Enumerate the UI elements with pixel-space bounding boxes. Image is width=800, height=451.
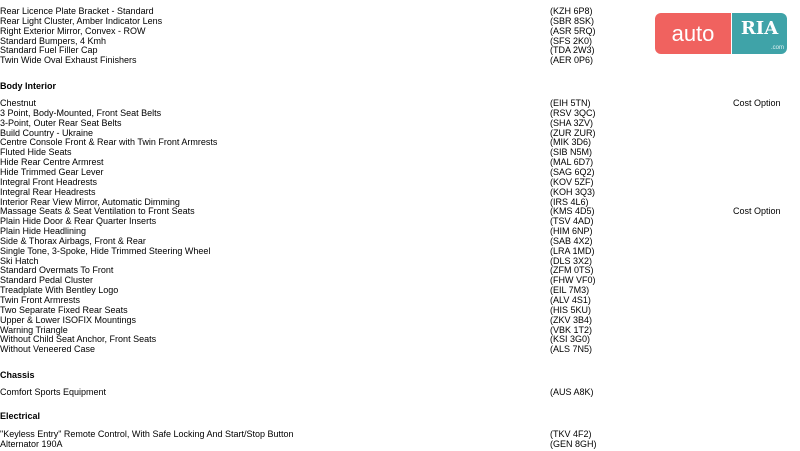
option-code: (SIB N5M) — [550, 147, 593, 158]
option-row — [0, 45, 800, 55]
option-row — [0, 236, 800, 246]
option-cost-note: Cost Option — [733, 98, 781, 108]
option-code: (KOH 3Q3) — [550, 186, 596, 197]
option-row — [0, 387, 800, 397]
option-name: Upper & Lower ISOFIX Mountings — [0, 314, 137, 325]
option-row — [0, 118, 800, 128]
option-row — [0, 295, 800, 305]
logo-ria-text: RIA — [740, 18, 779, 39]
option-row — [0, 167, 800, 177]
option-name: Hide Rear Centre Armrest — [0, 157, 104, 168]
option-name: Without Veneered Case — [0, 344, 96, 355]
option-code: (TSV 4AD) — [550, 216, 594, 227]
option-name: Standard Pedal Cluster — [0, 275, 94, 286]
logo-ria-domain: .com — [770, 45, 784, 51]
option-name: Alternator 190A — [0, 438, 63, 449]
option-cost-note: Cost Option — [733, 206, 781, 217]
option-row — [0, 216, 800, 226]
option-row — [0, 98, 800, 108]
option-row — [0, 16, 800, 26]
option-row — [0, 334, 800, 344]
option-name: Without Child Seat Anchor, Front Seats — [0, 334, 157, 345]
option-code: (DLS 3X2) — [550, 255, 593, 266]
option-name: Standard Bumpers, 4 Kmh — [0, 35, 107, 46]
option-code: (IRS 4L6) — [550, 196, 589, 207]
option-name: 3 Point, Body-Mounted, Front Seat Belts — [0, 107, 162, 118]
option-code: (LRA 1MD) — [550, 245, 595, 256]
option-name: Plain Hide Headlining — [0, 226, 87, 236]
option-code: (KZH 6P8) — [550, 6, 593, 16]
option-row — [0, 285, 800, 295]
option-row — [0, 147, 800, 157]
option-name: Fluted Hide Seats — [0, 147, 72, 158]
option-code: (MAL 6D7) — [550, 157, 594, 168]
option-code: (KMS 4D5) — [550, 206, 595, 217]
option-code: (MIK 3D6) — [550, 137, 592, 148]
option-name: Build Country - Ukraine — [0, 127, 94, 138]
option-code: (SAB 4X2) — [550, 235, 593, 246]
option-code: (HIM 6NP) — [550, 226, 593, 236]
option-code: (SAG 6Q2) — [550, 166, 595, 177]
option-code: (HIS 5KU) — [550, 304, 592, 315]
option-code: (EIL 7M3) — [550, 285, 590, 296]
option-name: Massage Seats & Seat Ventilation to Front Seats — [0, 206, 195, 217]
option-code: (AUS A8K) — [550, 387, 594, 397]
option-row — [0, 275, 800, 285]
option-name: Standard Fuel Filler Cap — [0, 45, 98, 56]
option-row — [0, 36, 800, 46]
option-name: Interior Rear View Mirror, Automatic Dimming — [0, 196, 180, 207]
option-row — [0, 315, 800, 325]
option-code: (ALV 4S1) — [550, 295, 591, 305]
option-code: (SBR 8SK) — [550, 15, 595, 26]
option-name: Centre Console Front & Rear with Twin Front Armrests — [0, 137, 218, 148]
option-name: Single Tone, 3-Spoke, Hide Trimmed Steering Wheel — [0, 245, 211, 256]
option-name: Twin Wide Oval Exhaust Finishers — [0, 55, 137, 66]
option-code: (ASR 5RQ) — [550, 25, 596, 36]
option-code: (GEN 8GH) — [550, 438, 597, 449]
option-row — [0, 177, 800, 187]
option-row — [0, 197, 800, 207]
option-code: (TDA 2W3) — [550, 45, 595, 56]
option-row — [0, 206, 800, 216]
option-name: Standard Overmats To Front — [0, 265, 114, 276]
option-row — [0, 128, 800, 138]
option-name: Integral Rear Headrests — [0, 186, 96, 197]
option-row — [0, 157, 800, 167]
option-code: (SFS 2K0) — [550, 35, 593, 46]
option-name: Warning Triangle — [0, 324, 68, 335]
option-name: Integral Front Headrests — [0, 176, 98, 187]
option-code: (KSI 3G0) — [550, 334, 591, 345]
option-code: (ZKV 3B4) — [550, 314, 593, 325]
option-name: Treadplate With Bentley Logo — [0, 285, 119, 296]
option-row — [0, 429, 800, 439]
option-name: Rear Light Cluster, Amber Indicator Lens — [0, 15, 163, 26]
option-name: Hide Trimmed Gear Lever — [0, 166, 104, 177]
option-code: (KOV 5ZF) — [550, 176, 594, 187]
section-heading: Electrical — [0, 411, 41, 421]
option-code: (EIH 5TN) — [550, 98, 591, 108]
option-code: (SHA 3ZV) — [550, 117, 594, 128]
option-row — [0, 6, 800, 16]
option-row — [0, 439, 800, 449]
option-code: (RSV 3QC) — [550, 107, 596, 118]
option-name: Right Exterior Mirror, Convex - ROW — [0, 25, 146, 36]
option-row — [0, 137, 800, 147]
section-heading: Chassis — [0, 370, 35, 380]
option-name: "Keyless Entry" Remote Control, With Safe Locking And Start/Stop Button — [0, 429, 294, 439]
option-name: Ski Hatch — [0, 255, 39, 266]
option-name: Plain Hide Door & Rear Quarter Inserts — [0, 216, 157, 227]
option-name: Rear Licence Plate Bracket - Standard — [0, 6, 154, 16]
option-name: Chestnut — [0, 98, 37, 108]
option-code: (ZFM 0TS) — [550, 265, 594, 276]
option-row — [0, 108, 800, 118]
option-name: Comfort Sports Equipment — [0, 387, 107, 397]
option-row — [0, 26, 800, 36]
option-name: Two Separate Fixed Rear Seats — [0, 304, 128, 315]
option-row — [0, 344, 800, 354]
option-row — [0, 187, 800, 197]
option-row — [0, 226, 800, 236]
option-name: Twin Front Armrests — [0, 295, 81, 305]
option-code: (FHW VF0) — [550, 275, 596, 286]
option-row — [0, 325, 800, 335]
option-code: (ZUR ZUR) — [550, 127, 596, 138]
option-row — [0, 55, 800, 65]
option-code: (TKV 4F2) — [550, 429, 592, 439]
option-row — [0, 256, 800, 266]
option-row — [0, 265, 800, 275]
section-heading: Body Interior — [0, 81, 57, 91]
option-code: (ALS 7N5) — [550, 344, 593, 355]
option-code: (VBK 1T2) — [550, 324, 593, 335]
option-row — [0, 246, 800, 256]
option-row — [0, 305, 800, 315]
option-name: Side & Thorax Airbags, Front & Rear — [0, 235, 146, 246]
option-code: (AER 0P6) — [550, 55, 594, 66]
logo-auto-part: auto — [655, 13, 731, 54]
option-name: 3-Point, Outer Rear Seat Belts — [0, 117, 122, 128]
